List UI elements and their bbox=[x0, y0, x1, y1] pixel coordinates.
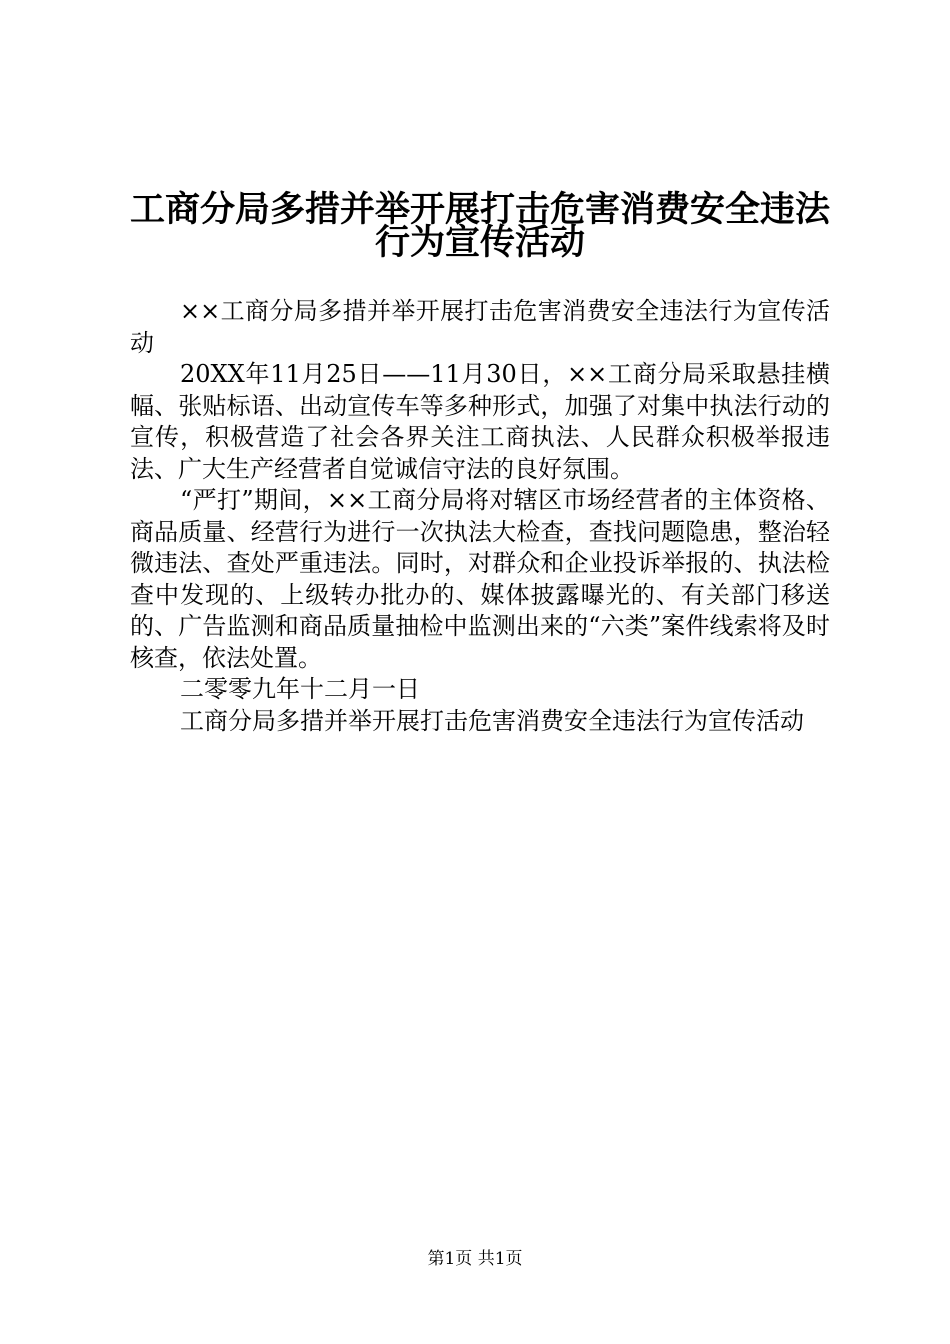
paragraph-closing-title: 工商分局多措并举开展打击危害消费安全违法行为宣传活动 bbox=[180, 706, 804, 735]
paragraph-subtitle: ××工商分局多措并举开展打击危害消费安全违法行为宣传活动 bbox=[130, 297, 830, 357]
paragraph-crackdown: “严打”期间，××工商分局将对辖区市场经营者的主体资格、商品质量、经营行为进行一次执法大检查，查找问题隐患，整治轻微违法、查处严重违法。同时，对群众和企业投诉举报的、执法检查中发现的、上级转办批办的、媒体披露曝光的、有关部门移送的、广告监测和商品质量抽检中监测出来的“六类”案件线索将及时核查，依法处置。 bbox=[130, 486, 830, 672]
document-body bbox=[130, 296, 830, 737]
document-title-line-1: 工商分局多措并举开展打击危害消费安全违法 bbox=[129, 189, 830, 230]
document-title-line-2: 行为宣传活动 bbox=[374, 222, 585, 263]
paragraph-activity-dates: 20XX年11月25日——11月30日，××工商分局采取悬挂横幅、张贴标语、出动宣传车等多种形式，加强了对集中执法行动的宣传，积极营造了社会各界关注工商执法、人民群众积极举报违法、广大生产经营者自觉诚信守法的良好氛围。 bbox=[130, 360, 830, 483]
paragraph-date: 二零零九年十二月一日 bbox=[180, 675, 420, 703]
page-number-footer: 第1页 共1页 bbox=[427, 1249, 523, 1269]
